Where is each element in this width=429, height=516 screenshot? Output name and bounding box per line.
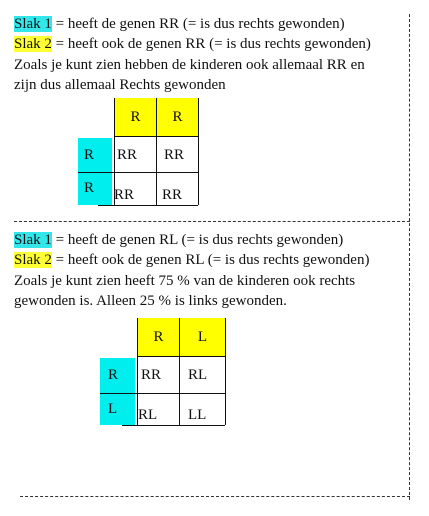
offspring-cell: LL	[188, 407, 207, 423]
offspring-cell: RR	[162, 186, 183, 203]
offspring-cell: RR	[114, 186, 135, 203]
punnett-square-1	[78, 98, 198, 206]
offspring-cell: RR	[117, 146, 138, 163]
section-divider	[14, 221, 410, 222]
snail1-label: Slak 1	[14, 232, 52, 248]
s2-line-snail2	[14, 251, 369, 269]
snail2-desc: = heeft ook de genen RL (= is dus rechts gewonden)	[51, 252, 370, 268]
grid-line	[198, 98, 199, 205]
top-allele-2: R	[156, 98, 198, 137]
side-allele-2: R	[78, 172, 112, 205]
side-allele-1: R	[100, 358, 135, 393]
s1-line-snail1	[14, 15, 345, 33]
side-allele-2: L	[100, 393, 135, 425]
offspring-cell: RL	[188, 367, 208, 383]
side-allele-1: R	[78, 138, 112, 172]
s2-explanation-2: gewonden is. Alleen 25 % is links gewonden.	[14, 293, 287, 309]
snail2-desc: = heeft ook de genen RR (= is dus rechts gewonden)	[51, 36, 371, 52]
punnett-square-2	[100, 318, 226, 426]
snail1-label: Slak 1	[14, 16, 52, 32]
s1-explanation-1: Zoals je kunt zien hebben de kinderen ook allemaal RR en	[14, 57, 365, 73]
top-allele-1: R	[137, 318, 179, 357]
top-allele-1: R	[114, 98, 156, 137]
s1-explanation-2: zijn dus allemaal Rechts gewonden	[14, 77, 226, 93]
bottom-dashed-border	[20, 496, 410, 497]
offspring-cell: RR	[164, 146, 185, 163]
s1-line-snail2	[14, 35, 371, 53]
top-allele-2: L	[179, 318, 225, 357]
s2-line-snail1	[14, 231, 343, 249]
grid-line	[156, 98, 157, 205]
grid-line	[98, 205, 198, 206]
grid-line	[179, 318, 180, 425]
snail2-label: Slak 2	[14, 36, 52, 52]
grid-line	[122, 425, 225, 426]
grid-line	[225, 318, 226, 425]
offspring-cell: RR	[141, 367, 162, 383]
right-dashed-border	[409, 14, 410, 500]
snail1-desc: = heeft de genen RR (= is dus rechts gewonden)	[51, 16, 345, 32]
snail2-label: Slak 2	[14, 252, 52, 268]
snail1-desc: = heeft de genen RL (= is dus rechts gewonden)	[51, 232, 344, 248]
s2-explanation-1: Zoals je kunt zien heeft 75 % van de kinderen ook rechts	[14, 273, 356, 289]
offspring-cell: RL	[138, 407, 158, 423]
